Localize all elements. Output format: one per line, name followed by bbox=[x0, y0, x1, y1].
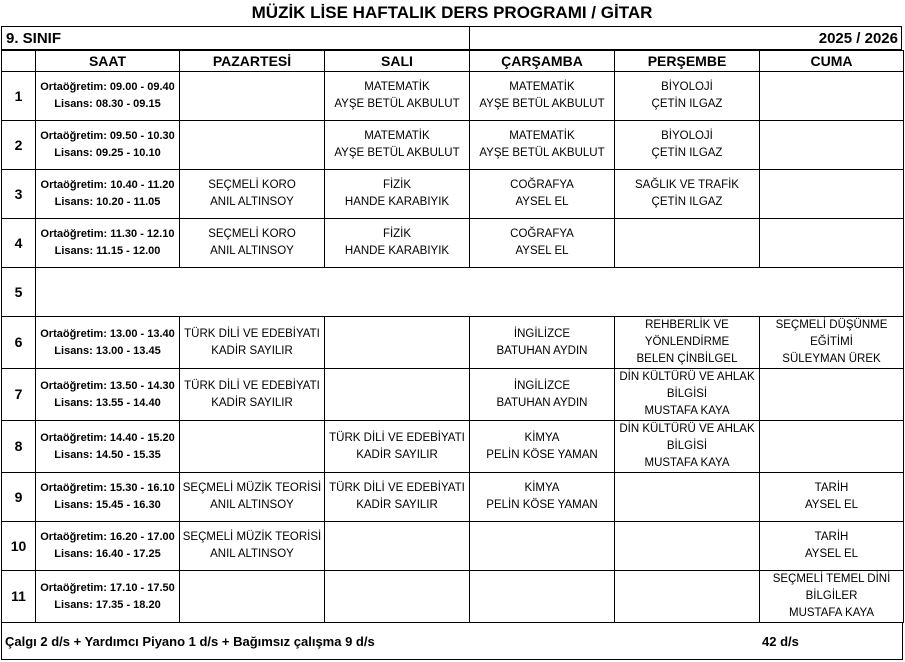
lesson-cell-cuma bbox=[760, 317, 904, 369]
teacher-name: KADİR SAYILIR bbox=[211, 344, 293, 357]
header-persembe: PERŞEMBE bbox=[615, 51, 760, 72]
time-line: Ortaöğretim: 14.40 - 15.20 bbox=[40, 431, 175, 444]
lesson-cell-sali bbox=[325, 219, 470, 268]
weekly-total: 42 d/s bbox=[762, 634, 799, 649]
lesson-cell-cuma bbox=[760, 121, 904, 170]
lesson-name: TÜRK DİLİ VE EDEBİYATI bbox=[184, 327, 320, 340]
period-number: 2 bbox=[2, 121, 36, 170]
table-row bbox=[2, 522, 904, 571]
lesson-cell-carsamba bbox=[470, 170, 615, 219]
period-number: 6 bbox=[2, 317, 36, 369]
lesson-cell-persembe bbox=[615, 72, 760, 121]
lesson-cell-persembe bbox=[615, 421, 760, 473]
lesson-name: BİYOLOJİ bbox=[661, 130, 713, 142]
lesson-name: BİLGİSİ bbox=[666, 388, 708, 400]
table-row bbox=[2, 473, 904, 522]
lesson-cell-pazartesi bbox=[180, 219, 325, 268]
header-row bbox=[2, 51, 904, 72]
time-line: Ortaöğretim: 09.50 - 10.30 bbox=[40, 130, 175, 142]
time-cell bbox=[36, 219, 180, 268]
lesson-cell-carsamba bbox=[470, 219, 615, 268]
lesson-name: BİLGİLER bbox=[805, 590, 858, 602]
time-line: Lisans: 13.55 - 14.40 bbox=[54, 396, 161, 409]
lesson-cell-sali bbox=[325, 369, 470, 421]
lesson-cell-pazartesi bbox=[180, 317, 325, 369]
lesson-cell-persembe bbox=[615, 522, 760, 571]
footer-band bbox=[1, 622, 903, 660]
teacher-name: MUSTAFA KAYA bbox=[644, 405, 730, 417]
lesson-cell-carsamba bbox=[470, 421, 615, 473]
lesson-cell-persembe bbox=[615, 170, 760, 219]
lunch-break-cell bbox=[36, 268, 904, 317]
teacher-name: AYSEL EL bbox=[804, 548, 859, 560]
teacher-name: ÇETİN ILGAZ bbox=[651, 196, 723, 208]
lesson-cell-persembe bbox=[615, 219, 760, 268]
lesson-cell-sali bbox=[325, 473, 470, 522]
lesson-cell-cuma bbox=[760, 170, 904, 219]
period-number: 8 bbox=[2, 421, 36, 473]
corner-cell bbox=[2, 51, 36, 72]
lesson-name: TARİH bbox=[814, 482, 849, 494]
lesson-name: REHBERLİK VE bbox=[645, 319, 729, 331]
lesson-cell-persembe bbox=[615, 369, 760, 421]
period-number: 3 bbox=[2, 170, 36, 219]
teacher-name: MUSTAFA KAYA bbox=[644, 457, 730, 469]
lesson-cell-pazartesi bbox=[180, 473, 325, 522]
lesson-cell-cuma bbox=[760, 421, 904, 473]
time-cell bbox=[36, 421, 180, 473]
time-cell bbox=[36, 369, 180, 421]
lesson-name: TÜRK DİLİ VE EDEBİYATI bbox=[184, 379, 320, 392]
time-cell bbox=[36, 522, 180, 571]
lesson-cell-carsamba bbox=[470, 473, 615, 522]
band-divider bbox=[469, 27, 470, 51]
lesson-name: COĞRAFYA bbox=[510, 228, 574, 240]
lesson-name: FİZİK bbox=[382, 228, 412, 240]
teacher-name: ANIL ALTINSOY bbox=[210, 196, 294, 208]
lesson-name: TÜRK DİLİ VE EDEBİYATI bbox=[329, 482, 465, 494]
lesson-cell-persembe bbox=[615, 571, 760, 623]
lesson-name: DİN KÜLTÜRÜ VE AHLAK bbox=[619, 423, 755, 435]
time-line: Ortaöğretim: 10.40 - 11.20 bbox=[40, 179, 175, 191]
time-line: Ortaöğretim: 09.00 - 09.40 bbox=[40, 81, 175, 93]
table-row bbox=[2, 72, 904, 121]
teacher-name: AYSEL EL bbox=[515, 245, 569, 257]
lesson-name: TARİH bbox=[814, 531, 849, 543]
lesson-name: İNGİLİZCE bbox=[513, 327, 571, 340]
class-label: 9. SINIF bbox=[6, 30, 62, 47]
time-line: Lisans: 13.00 - 13.45 bbox=[54, 344, 161, 357]
period-number: 1 bbox=[2, 72, 36, 121]
lesson-cell-sali bbox=[325, 121, 470, 170]
teacher-name: BELEN ÇİNBİLGEL bbox=[636, 353, 738, 365]
lesson-name: YÖNLENDİRME bbox=[644, 336, 730, 348]
table-row bbox=[2, 317, 904, 369]
lesson-name: MATEMATİK bbox=[364, 81, 430, 93]
time-line: Lisans: 16.40 - 17.25 bbox=[54, 548, 161, 560]
lesson-cell-sali bbox=[325, 571, 470, 623]
lesson-cell-pazartesi bbox=[180, 571, 325, 623]
table-row bbox=[2, 369, 904, 421]
academic-year: 2025 / 2026 bbox=[818, 30, 898, 47]
page-title: MÜZİK LİSE HAFTALIK DERS PROGRAMI / GİTAR bbox=[251, 3, 653, 22]
time-cell bbox=[36, 317, 180, 369]
lesson-name: SEÇMELİ MÜZİK TEORİSİ bbox=[182, 531, 322, 543]
time-line: Lisans: 11.15 - 12.00 bbox=[54, 245, 161, 257]
footer-note: Çalgı 2 d/s + Yardımcı Piyano 1 d/s + Bağımsız çalışma 9 d/s bbox=[5, 634, 375, 649]
lesson-cell-persembe bbox=[615, 121, 760, 170]
teacher-name: AYŞE BETÜL AKBULUT bbox=[334, 147, 460, 159]
lesson-cell-persembe bbox=[615, 317, 760, 369]
lesson-cell-cuma bbox=[760, 571, 904, 623]
lesson-cell-carsamba bbox=[470, 369, 615, 421]
lesson-name: SEÇMELİ TEMEL DİNİ bbox=[772, 573, 891, 585]
teacher-name: KADİR SAYILIR bbox=[356, 499, 438, 511]
lesson-name: MATEMATİK bbox=[509, 81, 575, 93]
lesson-name: TÜRK DİLİ VE EDEBİYATI bbox=[329, 431, 465, 444]
lesson-cell-carsamba bbox=[470, 72, 615, 121]
time-line: Lisans: 10.20 - 11.05 bbox=[54, 196, 161, 208]
lesson-name: EĞİTİMİ bbox=[810, 336, 853, 348]
time-cell bbox=[36, 121, 180, 170]
time-line: Ortaöğretim: 17.10 - 17.50 bbox=[40, 581, 175, 594]
time-cell bbox=[36, 571, 180, 623]
lesson-cell-cuma bbox=[760, 72, 904, 121]
lesson-cell-pazartesi bbox=[180, 421, 325, 473]
lesson-cell-carsamba bbox=[470, 317, 615, 369]
lesson-cell-sali bbox=[325, 72, 470, 121]
lesson-cell-sali bbox=[325, 522, 470, 571]
lesson-name: SEÇMELİ DÜŞÜNME bbox=[775, 319, 888, 331]
lesson-cell-pazartesi bbox=[180, 121, 325, 170]
lesson-name: SEÇMELİ KORO bbox=[208, 179, 296, 191]
time-line: Lisans: 15.45 - 16.30 bbox=[54, 499, 161, 511]
lesson-cell-pazartesi bbox=[180, 369, 325, 421]
teacher-name: BATUHAN AYDIN bbox=[496, 344, 588, 357]
header-sali: SALI bbox=[325, 51, 470, 72]
time-cell bbox=[36, 473, 180, 522]
lesson-cell-pazartesi bbox=[180, 72, 325, 121]
header-carsamba: ÇARŞAMBA bbox=[470, 51, 615, 72]
lesson-name: KİMYA bbox=[524, 431, 560, 444]
lesson-name: BİLGİSİ bbox=[666, 440, 708, 452]
teacher-name: HANDE KARABIYIK bbox=[344, 245, 450, 257]
lesson-name: BİYOLOJİ bbox=[661, 81, 713, 93]
lesson-cell-persembe bbox=[615, 473, 760, 522]
time-cell bbox=[36, 170, 180, 219]
lesson-name: COĞRAFYA bbox=[510, 179, 574, 191]
period-number: 4 bbox=[2, 219, 36, 268]
teacher-name: ANIL ALTINSOY bbox=[210, 245, 294, 257]
header-saat: SAAT bbox=[36, 51, 180, 72]
lesson-cell-pazartesi bbox=[180, 522, 325, 571]
teacher-name: AYŞE BETÜL AKBULUT bbox=[479, 98, 605, 110]
table-row bbox=[2, 268, 904, 317]
lesson-name: SAĞLIK VE TRAFİK bbox=[635, 179, 739, 191]
teacher-name: KADİR SAYILIR bbox=[211, 396, 293, 409]
period-number: 10 bbox=[2, 522, 36, 571]
time-line: Ortaöğretim: 11.30 - 12.10 bbox=[40, 228, 175, 240]
teacher-name: MUSTAFA KAYA bbox=[789, 607, 874, 619]
time-line: Ortaöğretim: 15.30 - 16.10 bbox=[40, 482, 175, 494]
header-cuma: CUMA bbox=[760, 51, 904, 72]
lesson-cell-cuma bbox=[760, 219, 904, 268]
time-line: Lisans: 09.25 - 10.10 bbox=[54, 147, 161, 159]
teacher-name: AYŞE BETÜL AKBULUT bbox=[334, 98, 460, 110]
header-pazartesi: PAZARTESİ bbox=[180, 51, 325, 72]
time-line: Ortaöğretim: 13.50 - 14.30 bbox=[40, 379, 175, 392]
lesson-name: İNGİLİZCE bbox=[513, 379, 571, 392]
lesson-cell-pazartesi bbox=[180, 170, 325, 219]
time-line: Lisans: 08.30 - 09.15 bbox=[54, 98, 161, 110]
time-line: Ortaöğretim: 16.20 - 17.00 bbox=[40, 531, 175, 543]
time-line: Lisans: 14.50 - 15.35 bbox=[54, 448, 161, 461]
teacher-name: BATUHAN AYDIN bbox=[496, 396, 588, 409]
lesson-name: KİMYA bbox=[524, 482, 560, 494]
lesson-cell-carsamba bbox=[470, 522, 615, 571]
teacher-name: AYSEL EL bbox=[804, 499, 859, 511]
lesson-cell-sali bbox=[325, 170, 470, 219]
period-number: 11 bbox=[2, 571, 36, 623]
table-row bbox=[2, 170, 904, 219]
period-number: 5 bbox=[2, 268, 36, 317]
teacher-name: SÜLEYMAN ÜREK bbox=[782, 353, 881, 365]
teacher-name: ANIL ALTINSOY bbox=[210, 548, 294, 560]
lesson-name: MATEMATİK bbox=[509, 130, 575, 142]
lesson-name: SEÇMELİ MÜZİK TEORİSİ bbox=[182, 482, 322, 494]
lesson-cell-cuma bbox=[760, 473, 904, 522]
teacher-name: ANIL ALTINSOY bbox=[210, 499, 294, 511]
period-number: 9 bbox=[2, 473, 36, 522]
lesson-name: MATEMATİK bbox=[364, 130, 430, 142]
table-row bbox=[2, 219, 904, 268]
teacher-name: ÇETİN ILGAZ bbox=[651, 147, 723, 159]
time-line: Lisans: 17.35 - 18.20 bbox=[54, 598, 161, 611]
lesson-cell-cuma bbox=[760, 522, 904, 571]
lesson-name: SEÇMELİ KORO bbox=[208, 228, 296, 240]
table-row bbox=[2, 571, 904, 623]
teacher-name: AYSEL EL bbox=[515, 196, 569, 208]
teacher-name: HANDE KARABIYIK bbox=[344, 196, 450, 208]
time-line: Ortaöğretim: 13.00 - 13.40 bbox=[40, 327, 175, 340]
teacher-name: KADİR SAYILIR bbox=[356, 448, 438, 461]
teacher-name: PELİN KÖSE YAMAN bbox=[486, 499, 598, 511]
table-row bbox=[2, 421, 904, 473]
period-number: 7 bbox=[2, 369, 36, 421]
table-row bbox=[2, 121, 904, 170]
lesson-name: DİN KÜLTÜRÜ VE AHLAK bbox=[619, 371, 755, 383]
teacher-name: AYŞE BETÜL AKBULUT bbox=[479, 147, 605, 159]
class-year-band bbox=[1, 26, 902, 50]
lesson-name: FİZİK bbox=[382, 179, 412, 191]
teacher-name: ÇETİN ILGAZ bbox=[651, 98, 723, 110]
time-cell bbox=[36, 72, 180, 121]
teacher-name: PELİN KÖSE YAMAN bbox=[486, 448, 598, 461]
lesson-cell-cuma bbox=[760, 369, 904, 421]
lesson-cell-carsamba bbox=[470, 571, 615, 623]
schedule-table bbox=[1, 50, 904, 623]
lesson-cell-carsamba bbox=[470, 121, 615, 170]
lesson-cell-sali bbox=[325, 317, 470, 369]
lesson-cell-sali bbox=[325, 421, 470, 473]
